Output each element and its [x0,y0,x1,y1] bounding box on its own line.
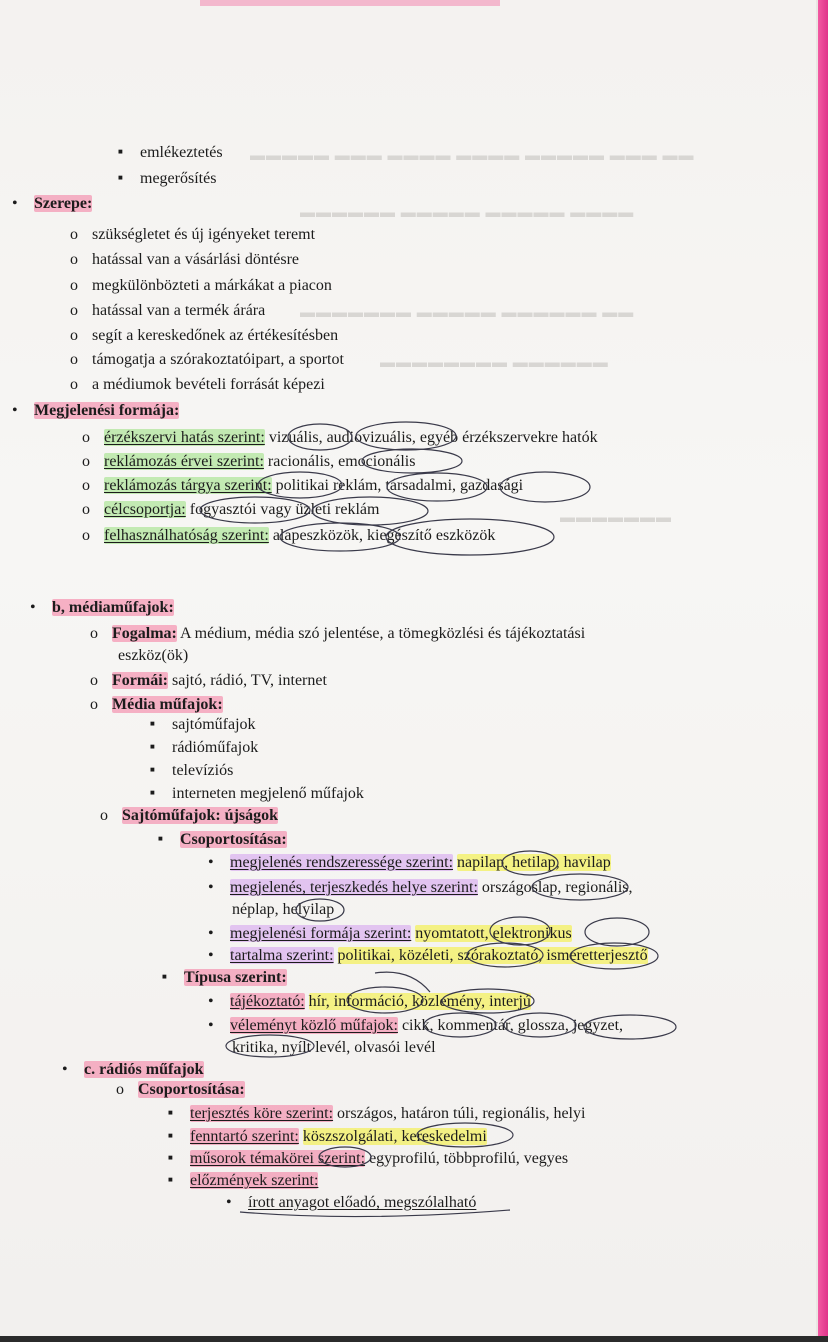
page-bottom-edge [0,1336,828,1342]
list-item: o segít a kereskedőnek az értékesítésben [70,327,339,344]
list-item: ■ sajtóműfajok [150,716,256,733]
list-item: ■ Csoportosítása: [158,831,287,848]
list-item: o reklámozás tárgya szerint: politikai reklám, társadalmi, gazdasági [82,477,524,494]
list-item: o érzékszervi hatás szerint: vizuális, audiovizuális, egyéb érzékszervekre hatók [82,429,598,446]
pen-circle [570,943,658,969]
list-item: o Média műfajok: [90,696,223,713]
list-item: o a médiumok bevételi forrását képezi [70,376,325,393]
pen-circle [280,523,400,551]
pen-circle [417,1123,513,1147]
pen-circle [502,851,558,875]
list-item: o felhasználhatóság szerint: alapeszközök, kiegészítő eszközök [82,527,496,544]
pen-circle [200,497,310,523]
pen-circle [386,519,554,555]
list-item: ■ emlékeztetés [118,144,223,161]
pen-circle [532,874,628,900]
pen-circle [356,422,456,450]
list-item: o Fogalma: A médium, média szó jelentése, a tömegközlési és tájékoztatási [90,625,586,642]
section-heading: • c. rádiós műfajok [62,1061,204,1078]
pen-circle [467,943,543,967]
list-item: ■ terjesztés köre szerint: országos, határon túli, regionális, helyi [168,1105,586,1122]
pen-circle [387,473,487,501]
list-item: ■ rádióműfajok [150,739,259,756]
pen-underline [240,1210,510,1217]
pen-circle [424,1013,496,1037]
pen-circle [319,1147,371,1167]
list-item: o támogatja a szórakoztatóipart, a sportot [70,351,344,368]
list-item-continuation: néplap, helyilap [232,901,335,918]
list-item: o reklámozás érvei szerint: racionális, emocionális [82,453,416,470]
list-item: o hatással van a vásárlási döntésre [70,251,300,268]
list-item: • írott anyagot előadó, megszólalható [226,1194,477,1211]
list-item: o szükségletet és új igényeket teremt [70,226,316,243]
list-item: o hatással van a termék árára [70,302,266,319]
list-item: ■ műsorok témakörei szerint: egyprofilú, többprofilú, vegyes [168,1150,569,1167]
list-item-continuation: kritika, nyílt levél, olvasói levél [232,1039,436,1056]
pen-circle [500,472,590,502]
list-item: o megkülönbözteti a márkákat a piacon [70,277,332,294]
pen-circle [347,987,423,1013]
show-through-text: ▬▬▬▬▬▬▬ [560,510,672,526]
pen-circle [584,1015,676,1039]
pen-circle [258,472,342,498]
list-item: ■ televíziós [150,762,234,779]
list-item: • megjelenési formája szerint: nyomtatott, elektronikus [208,925,572,942]
pen-circle [442,989,534,1013]
pen-circle [288,424,352,450]
list-item: ■ megerősítés [118,170,217,187]
list-item: o Sajtóműfajok: újságok [100,807,279,824]
list-item: ■ interneten megjelenő műfajok [150,785,364,802]
list-item: • tájékoztató: hír, információ, közlemény, interjú [208,993,531,1010]
list-item-continuation: eszköz(ök) [118,647,189,664]
list-item: ■ fenntartó szerint: köszszolgálati, kereskedelmi [168,1128,487,1145]
pen-circle [490,917,550,945]
show-through-text: ▬▬▬▬▬▬ ▬▬▬▬▬ ▬▬▬▬▬ ▬▬▬▬ [300,205,635,221]
list-item: o célcsoportja: fogyasztói vagy üzleti reklám [82,501,380,518]
section-heading: • b, médiaműfajok: [30,599,174,616]
pen-circle [504,1013,576,1037]
pen-circle [312,497,428,525]
list-item: • véleményt közlő műfajok: cikk, kommentár, glossza, jegyzet, [208,1017,624,1034]
list-item: ■ előzmények szerint: [168,1172,319,1189]
pen-circle [296,899,344,921]
show-through-text: ▬▬▬▬▬▬▬▬ ▬▬▬▬▬▬ [380,355,609,371]
section-heading: • Szerepe: [12,195,93,212]
show-through-text: ▬▬▬▬▬▬▬ ▬▬▬▬▬ ▬▬▬▬▬▬ ▬▬ [300,305,635,321]
list-item: • tartalma szerint: politikai, közéleti, szórakoztató, ismeretterjesztő [208,947,648,964]
pen-circle [585,918,649,946]
list-item: ■ Típusa szerint: [162,969,287,986]
pen-circle [362,449,462,473]
pen-circle [226,1035,314,1057]
show-through-text: ▬▬▬▬▬ ▬▬▬ ▬▬▬▬ ▬▬▬▬ ▬▬▬▬▬ ▬▬▬ ▬▬ [250,148,695,164]
list-item: o Formái: sajtó, rádió, TV, internet [90,672,327,689]
list-item: • megjelenés rendszeressége szerint: napilap, hetilap, havilap [208,854,611,871]
list-item: o Csoportosítása: [116,1081,245,1098]
pink-divider-edge [818,0,828,1342]
list-item: • megjelenés, terjeszkedés helye szerint: országoslap, regionális, [208,879,633,896]
section-heading: • Megjelenési formája: [12,402,180,419]
